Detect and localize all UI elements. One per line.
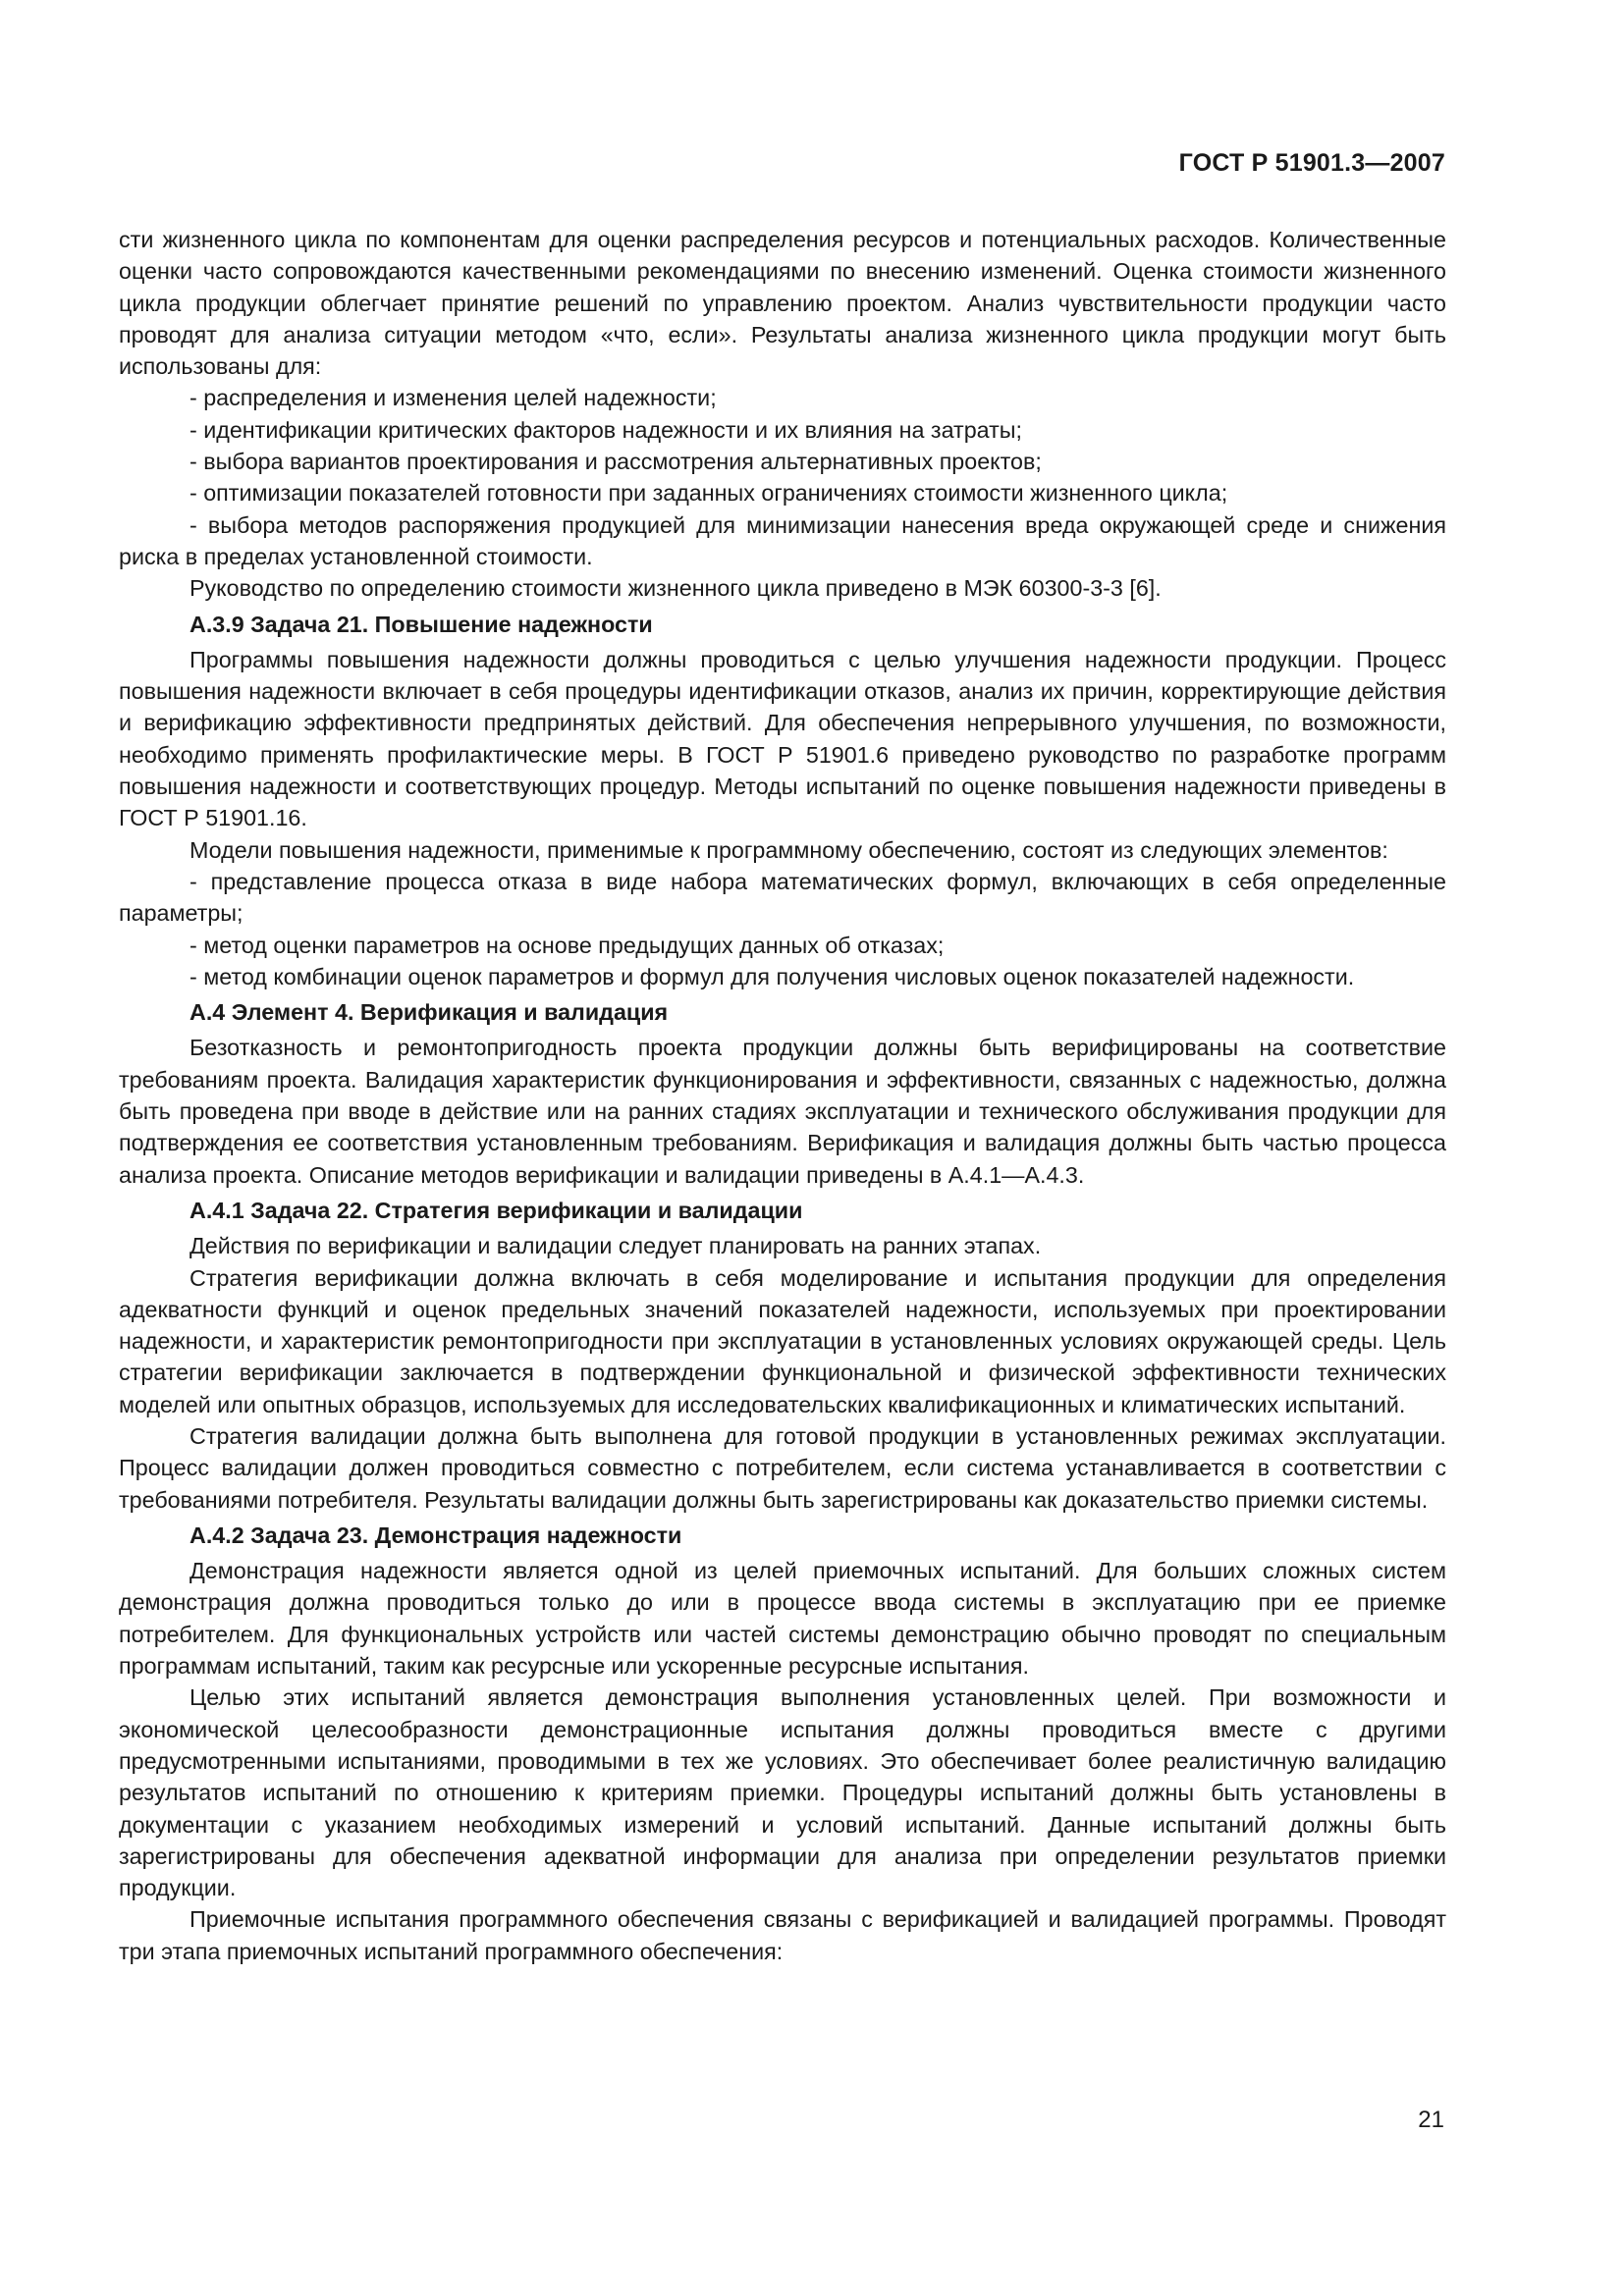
paragraph-test-purpose: Целью этих испытаний является демонстрация выполнения установленных целей. При возможности и экономической целесообразности демонстрационные испытания должны проводиться вместе с другими предусмотренными испытаниями, проводимыми в тех же условиях. Это обеспечивает более реалистичную валидацию результатов испытаний по отношению к критериям приемки. Процедуры испытаний должны быть установлены в документации с указанием необходимых измерений и условий испытаний. Данные испытаний должны быть зарегистрированы для обеспечения адекватной информации для анализа при определении результатов приемки продукции. (119, 1684, 1446, 1901)
list-item: - оптимизации показателей готовности при заданных ограничениях стоимости жизненного цикла; (189, 480, 1228, 507)
paragraph-lifecycle-intro: сти жизненного цикла по компонентам для оценки распределения ресурсов и потенциальных расходов. Количественные оценки часто сопровождаются качественными рекомендациями по внесению изменений. Оценка стоимости жизненного цикла продукции облегчает принятие решений по управлению проектом. Анализ чувствительности продукции часто проводят для анализа ситуации методом «что, если». Результаты анализа жизненного цикла продукции могут быть использованы для: (119, 227, 1446, 380)
list-item: - выбора вариантов проектирования и рассмотрения альтернативных проектов; (189, 449, 1042, 475)
list-item: - метод комбинации оценок параметров и формул для получения числовых оценок показателей надежности. (189, 963, 1355, 989)
list-item: - распределения и изменения целей надежности; (189, 385, 717, 411)
paragraph-lifecycle-guide: Руководство по определению стоимости жизненного цикла приведено в МЭК 60300-3-3 [6]. (189, 575, 1162, 602)
paragraph-validation-strategy: Стратегия валидации должна быть выполнена для готовой продукции в установленных режимах эксплуатации. Процесс валидации должен проводиться совместно с потребителем, если система устанавливается в соответствии с требованиями потребителя. Результаты валидации должны быть зарегистрированы как доказательство приемки системы. (119, 1422, 1446, 1513)
list-item: - идентификации критических факторов надежности и их влияния на затраты; (189, 416, 1023, 443)
section-heading-a39: А.3.9 Задача 21. Повышение надежности (189, 611, 653, 637)
paragraph-planning: Действия по верификации и валидации следует планировать на ранних этапах. (189, 1233, 1042, 1259)
paragraph-reliability-growth: Программы повышения надежности должны проводиться с целью улучшения надежности продукции. Процесс повышения надежности включает в себя процедуры идентификации отказов, анализ их причин, корректирующие действия и верификацию эффективности предпринятых действий. Для обеспечения непрерывного улучшения, по возможности, необходимо применять профилактические меры. В ГОСТ Р 51901.6 приведено руководство по разработке программ повышения надежности и соответствующих процедур. Методы испытаний по оценке повышения надежности приведены в ГОСТ Р 51901.16. (119, 646, 1446, 831)
page-number: 21 (1418, 2107, 1444, 2133)
paragraph-demonstration: Демонстрация надежности является одной из целей приемочных испытаний. Для больших сложных систем демонстрация должна проводиться только до или в процессе ввода системы в эксплуатацию при ее приемке потребителем. Для функциональных устройств или частей системы демонстрацию обычно проводят по специальным программам испытаний, таким как ресурсные или ускоренные ресурсные испытания. (119, 1558, 1446, 1680)
section-heading-a4: А.4 Элемент 4. Верификация и валидация (189, 999, 669, 1026)
paragraph-software-acceptance: Приемочные испытания программного обеспечения связаны с верификацией и валидацией программы. Проводят три этапа приемочных испытаний программного обеспечения: (119, 1906, 1446, 1964)
paragraph-software-models: Модели повышения надежности, применимые к программному обеспечению, состоят из следующих элементов: (189, 836, 1388, 863)
body-text (119, 224, 1446, 1967)
section-heading-a42: А.4.2 Задача 23. Демонстрация надежности (189, 1522, 682, 1548)
paragraph-verification-intro: Безотказность и ремонтопригодность проекта продукции должны быть верифицированы на соответствие требованиям проекта. Валидация характеристик функционирования и эффективности, связанных с надежностью, должна быть проведена при вводе в действие или на ранних стадиях эксплуатации и технического обслуживания продукции для подтверждения ее соответствия установленным требованиям. Верификация и валидация должны быть частью процесса анализа проекта. Описание методов верификации и валидации приведены в А.4.1—А.4.3. (119, 1035, 1446, 1188)
document-id-header: ГОСТ Р 51901.3—2007 (1178, 149, 1445, 177)
list-item: - представление процесса отказа в виде набора математических формул, включающих в себя определенные параметры; (119, 868, 1446, 927)
section-heading-a41: А.4.1 Задача 22. Стратегия верификации и валидации (189, 1197, 803, 1223)
list-item: - метод оценки параметров на основе предыдущих данных об отказах; (189, 932, 945, 958)
paragraph-verification-strategy: Стратегия верификации должна включать в себя моделирование и испытания продукции для определения адекватности функций и оценок предельных значений показателей надежности, используемых при проектировании надежности, и характеристик ремонтопригодности при эксплуатации в установленных условиях окружающей среды. Цель стратегии верификации заключается в подтверждении функциональной и физической эффективности технических моделей или опытных образцов, используемых для исследовательских квалификационных и климатических испытаний. (119, 1264, 1446, 1417)
list-item: - выбора методов распоряжения продукцией для минимизации нанесения вреда окружающей среде и снижения риска в пределах установленной стоимости. (119, 511, 1446, 569)
